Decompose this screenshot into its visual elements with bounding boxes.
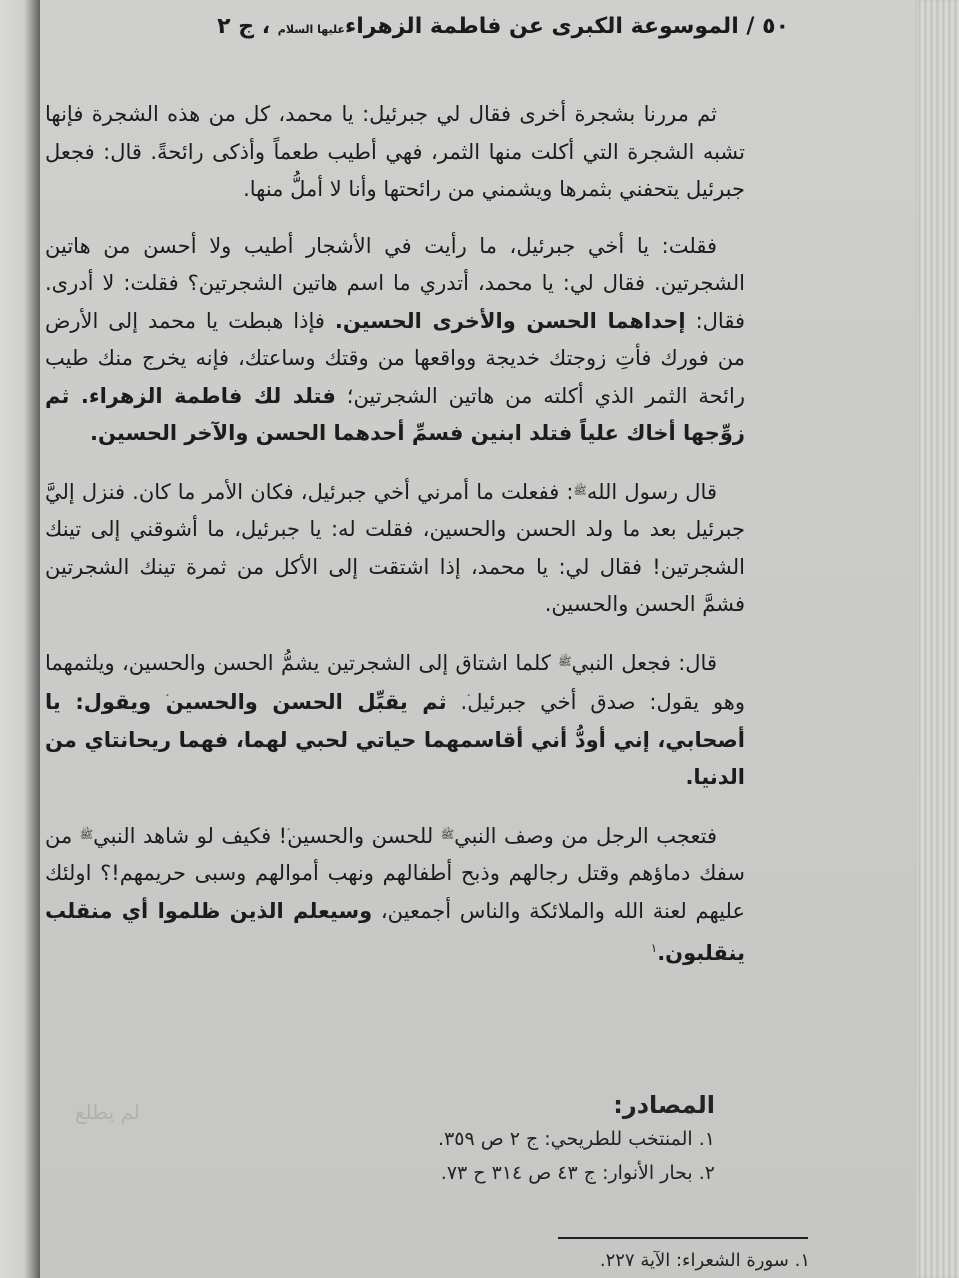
book-title: الموسوعة الكبرى عن فاطمة الزهراء	[345, 14, 739, 39]
bold-text-segment: فتلد لك فاطمة الزهراء. ثم زوِّجها أخاك علياً فتلد ابنين فسمِّ أحدهما الحسن والآخر الحسين.	[45, 383, 745, 445]
footnote-reference[interactable]: ١	[650, 941, 658, 955]
honorific-glyph: ﷺ	[573, 483, 587, 497]
sources-section	[380, 1088, 715, 1190]
bold-text-segment: إحداهما الحسن والأخرى الحسين.	[334, 308, 686, 333]
stacked-page-edges	[915, 0, 959, 1278]
main-text-block	[45, 96, 745, 992]
running-header	[217, 14, 789, 39]
footnote-divider	[558, 1237, 808, 1239]
footnote: ١. سورة الشعراء: الآية ٢٢٧.	[599, 1250, 810, 1271]
book-gutter-shadow	[0, 0, 40, 1278]
sources-heading: المصادر:	[613, 1091, 715, 1119]
text-segment: قال رسول الله	[586, 479, 717, 504]
text-segment: من سفك دماؤهم وقتل رجالهم وذبح أطفالهم ونهب أموالهم وسبى حريمهم!؟ اولئك عليهم لعنة الله والملائكة والناس أجمعين،	[45, 823, 745, 923]
text-segment: كلما اشتاق إلى الشجرتين يشمُّ الحسن والحسين، ويلثمهما وهو يقول: صدق أخي جبرئيل	[45, 650, 746, 714]
honorific: عليها السلام	[277, 23, 346, 36]
paragraph	[45, 472, 745, 624]
page-number: ٥٠	[762, 14, 789, 39]
text-segment: : ففعلت ما أمرني أخي جبرئيل، فكان الأمر ما كان. فنزل إليَّ جبرئيل بعد ما ولد الحسن والحسين، فقلت له: يا جبرئيل، ما أشوقني إلى تينك الشجرتين! فقال لي: يا محمد، إذا اشتقت إلى الأكل من ثمرة تينك الشجرتين فشمَّ الحسن والحسين.	[45, 479, 745, 616]
text-segment: للحسن والحسين	[287, 823, 441, 848]
paragraph	[45, 643, 745, 797]
text-segment: ثم مررنا بشجرة أخرى فقال لي جبرئيل: يا محمد، كل من هذه الشجرة فإنها تشبه الشجرة التي أكلت منها الثمر، فهي أطيب طعماً وأذكى رائحةً. قال: فجعل جبرئيل يتحفني بثمرها ويشمني من رائحتها وأنا لا أملُّ منها.	[45, 102, 745, 201]
source-item: ١. المنتخب للطريحي: ج ٢ ص ٣٥٩.	[437, 1128, 715, 1150]
paragraph	[45, 96, 745, 209]
text-segment: ! فكيف لو شاهد النبي	[93, 823, 288, 848]
bold-text-segment: ويقول: يا أصحابي، إني أودُّ أني أقاسمهما حياتي لحبي لهما، فهما ريحانتاي من الدنيا.	[45, 690, 745, 789]
source-item: ٢. بحار الأنوار: ج ٤٣ ص ٣١٤ ح ٧٣.	[440, 1162, 715, 1184]
header-separator: /	[746, 14, 755, 39]
honorific-glyph: ﷺ	[440, 827, 455, 841]
show-through-text: لم يطلع	[75, 1100, 140, 1124]
text-segment: فإذا هبطت يا محمد إلى الأرض من فورك فأتِ زوجتك خديجة وواقعها من وقتك وساعتك، فإنه يخرج منك طيب رائحة الثمر الذي أكلته من هاتين الشجرتين؛	[45, 308, 745, 408]
honorific-glyph: ﷺ	[79, 827, 94, 841]
bold-text-segment: وسيعلم الذين ظلموا أي منقلب ينقلبون.	[45, 898, 745, 965]
paragraph	[45, 816, 745, 973]
paragraph	[45, 228, 745, 453]
text-segment: قال: فجعل النبي	[571, 650, 717, 675]
bold-text-segment: ثم يقبِّل الحسن والحسين	[165, 690, 447, 714]
honorific-glyph: ﷺ	[558, 654, 572, 668]
text-segment: فقلت: يا أخي جبرئيل، ما رأيت في الأشجار أطيب ولا أحسن من هاتين الشجرتين. فقال لي: يا محمد، أتدري ما اسم هاتين الشجرتين؟ فقلت: لا أدرى. فقال:	[45, 233, 745, 333]
text-segment: فتعجب الرجل من وصف النبي	[454, 823, 717, 848]
volume-label: ، ج ٢	[217, 14, 271, 39]
text-segment: .	[446, 690, 468, 714]
